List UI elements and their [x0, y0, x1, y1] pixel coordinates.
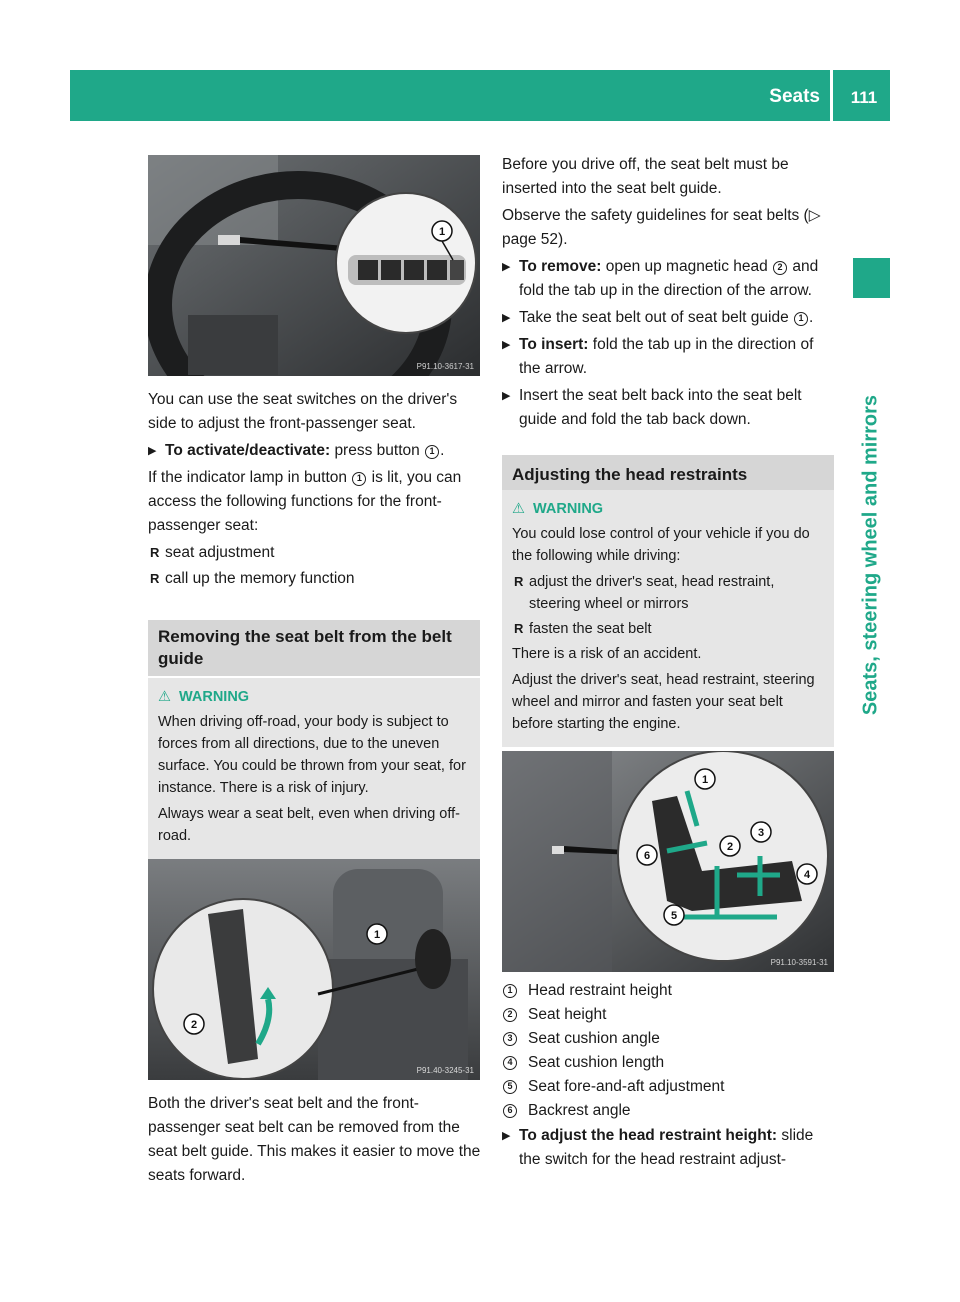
page-number: 111 [850, 88, 878, 107]
page-ref-arrow-icon: ▷ [808, 207, 821, 224]
callout-6: 6 [643, 850, 651, 862]
right-column-lower [502, 979, 834, 1175]
legend-item: 2 Seat height [502, 1003, 834, 1027]
triangle-right-icon: ▶ [502, 339, 511, 351]
right-section [502, 455, 834, 495]
legend-item: 5 Seat fore-and-aft adjustment [502, 1075, 834, 1099]
warning-title: ⚠ WARNING [512, 498, 824, 520]
legend-item: 1 Head restraint height [502, 979, 834, 1003]
figure-code: P91.10-3617-31 [416, 362, 474, 371]
callout-5: 5 [670, 910, 678, 922]
step-insert: ▶ To insert: fold the tab up in the direction of the arrow. [502, 333, 834, 381]
step-take-out: ▶ Take the seat belt out of seat belt guide 1 . [502, 306, 834, 330]
outro-paragraph: Both the driver's seat belt and the front-passenger seat belt can be removed from the seat belt guide. This makes it easier to move the seats forward. [148, 1095, 481, 1184]
callout-4-icon: 4 [503, 1056, 517, 1070]
figure-steering-wheel-switches [148, 155, 480, 376]
warning-box [148, 678, 480, 859]
right-column-upper [502, 153, 834, 435]
step-activate: ▶ To activate/deactivate: press button 1 . [148, 439, 482, 463]
callout-1-icon: 1 [794, 312, 808, 326]
triangle-right-icon: ▶ [502, 261, 511, 273]
callout-2: 2 [190, 1019, 198, 1031]
callout-3: 3 [757, 827, 765, 839]
step-insert-back: ▶ Insert the seat belt back into the seat belt guide and fold the tab back down. [502, 384, 834, 432]
callout-4: 4 [803, 869, 811, 881]
callout-2-icon: 2 [773, 261, 787, 275]
steering-wheel-illustration [148, 155, 480, 376]
triangle-right-icon: ▶ [502, 390, 511, 402]
callout-1-icon: 1 [425, 445, 439, 459]
warning-box [502, 490, 834, 747]
figure-code: P91.40-3245-31 [416, 1066, 474, 1075]
side-tab-label: Seats, steering wheel and mirrors [859, 394, 882, 716]
seat-belt-illustration [148, 859, 480, 1080]
callout-5-icon: 5 [503, 1080, 517, 1094]
step-adjust-height: ▶ To adjust the head restraint height: slide the switch for the head restraint adjust- [502, 1124, 834, 1172]
paragraph: Before you drive off, the seat belt must be inserted into the seat belt guide. [502, 156, 789, 197]
warning-text: Adjust the driver's seat, head restraint, steering wheel and mirror and fasten your seat belt before starting the engine. [512, 672, 815, 732]
callout-1-icon: 1 [352, 472, 366, 486]
chapter-title: Seats [769, 86, 820, 107]
warning-text: There is a risk of an accident. [512, 646, 702, 662]
section-heading: Adjusting the head restraints [502, 455, 834, 495]
left-warning [148, 678, 480, 859]
legend-item: 4 Seat cushion length [502, 1051, 834, 1075]
warning-text: Always wear a seat belt, even when driving off-road. [158, 806, 460, 844]
bullet-r-icon: R [150, 545, 160, 560]
bullet-r-icon: R [514, 621, 524, 636]
left-column-upper [148, 388, 482, 593]
callout-1: 1 [373, 929, 381, 941]
callout-3-icon: 3 [503, 1032, 517, 1046]
triangle-right-icon: ▶ [502, 312, 511, 324]
step-remove: ▶ To remove: open up magnetic head 2 and fold the tab up in the direction of the arrow. [502, 255, 834, 303]
figure-code: P91.10-3591-31 [770, 958, 828, 967]
warning-title: ⚠ WARNING [158, 686, 470, 708]
list-item: R adjust the driver's seat, head restraint, steering wheel or mirrors [512, 571, 824, 615]
lamp-paragraph: If the indicator lamp in button 1 is lit, you can access the following functions for the front-passenger seat: [148, 469, 462, 534]
figure-seat-adjustment-switch [502, 751, 834, 972]
warning-text: You could lose control of your vehicle if you do the following while driving: [512, 526, 810, 564]
left-column-lower [148, 1092, 482, 1191]
header-bar [70, 70, 890, 121]
legend-item: 6 Backrest angle [502, 1099, 834, 1123]
side-tab-marker [853, 258, 890, 298]
section-heading: Removing the seat belt from the belt guide [148, 620, 480, 676]
warning-triangle-icon: ⚠ [158, 689, 171, 705]
list-item: R call up the memory function [148, 567, 482, 591]
triangle-right-icon: ▶ [502, 1130, 511, 1142]
callout-1: 1 [438, 226, 446, 238]
callout-1: 1 [701, 774, 709, 786]
header-separator [830, 70, 833, 121]
bullet-r-icon: R [514, 574, 524, 589]
warning-text: When driving off-road, your body is subject to forces from all directions, due to the uneven surface. You could be thrown from your seat, for instance. There is a risk of injury. [158, 714, 466, 796]
legend-item: 3 Seat cushion angle [502, 1027, 834, 1051]
list-item: R seat adjustment [148, 541, 482, 565]
callout-2-icon: 2 [503, 1008, 517, 1022]
step-label: To activate/deactivate: [165, 442, 331, 459]
callout-2: 2 [726, 841, 734, 853]
callout-6-icon: 6 [503, 1104, 517, 1118]
seat-switch-illustration [502, 751, 834, 972]
paragraph: Observe the safety guidelines for seat belts (▷ page 52). [502, 207, 821, 248]
triangle-right-icon: ▶ [148, 445, 157, 457]
bullet-r-icon: R [150, 571, 160, 586]
warning-triangle-icon: ⚠ [512, 501, 525, 517]
figure-seat-belt-guide [148, 859, 480, 1080]
right-warning [502, 490, 834, 747]
left-section [148, 620, 480, 676]
callout-1-icon: 1 [503, 984, 517, 998]
intro-paragraph: You can use the seat switches on the driver's side to adjust the front-passenger seat. [148, 391, 458, 432]
list-item: R fasten the seat belt [512, 618, 824, 640]
